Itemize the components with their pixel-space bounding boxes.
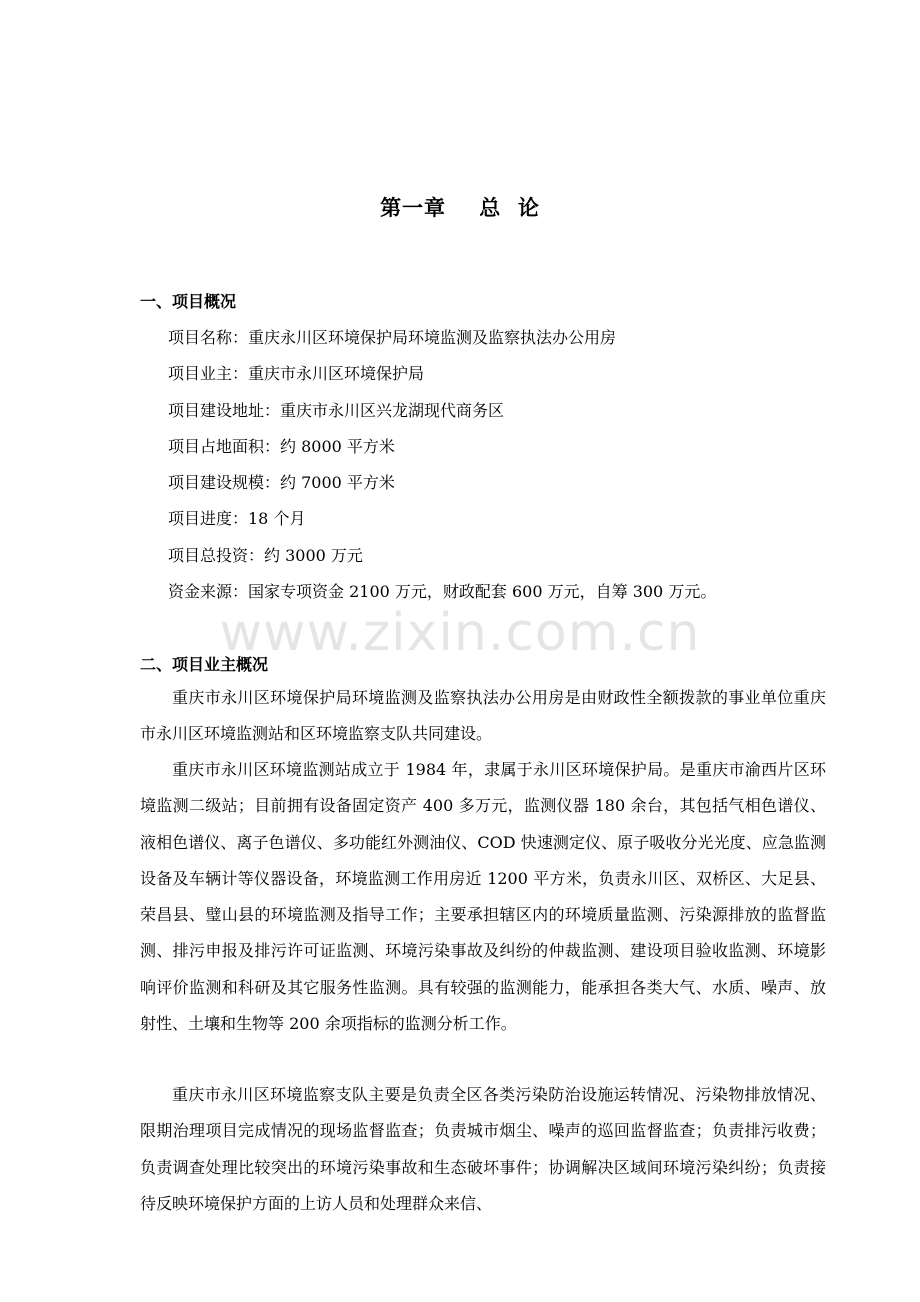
overview-item-owner: 项目业主：重庆市永川区环境保护局 [168, 364, 425, 384]
owner-paragraph-monitoring-station: 重庆市永川区环境监测站成立于 1984 年，隶属于永川区环境保护局。是重庆市渝西片区环境监测二级站；目前拥有设备固定资产 400 多万元，监测仪器 180 余台，其包括气相色谱仪、液相色谱仪、离子色谱仪、多功能红外测油仪、COD 快速测定仪、原子吸收分光光度、应急监测设备及车辆计等仪器设备，环境监测工作用房近 1200 平方米，负责永川区、双桥区、大足县、荣昌县、璧山县的环境监测及指导工作；主要承担辖区内的环境质量监测、污染源排放的监督监测、排污申报及排污许可证监测、环境污染事故及纠纷的仲裁监测、建设项目验收监测、环境影响评价监测和科研及其它服务性监测。具有较强的监测能力，能承担各类大气、水质、噪声、放射性、土壤和生物等 200 余项指标的监测分析工作。 [140, 760, 826, 1034]
overview-item-funding: 资金来源：国家专项资金 2100 万元，财政配套 600 万元，自筹 300 万元。 [168, 582, 717, 602]
chapter-title: 第一章 总 论 [380, 196, 540, 220]
overview-item-address: 项目建设地址：重庆市永川区兴龙湖现代商务区 [168, 400, 505, 420]
section-heading-overview: 一、项目概况 [140, 292, 237, 311]
overview-item-investment: 项目总投资：约 3000 万元 [168, 545, 363, 565]
project-overview-list [168, 320, 828, 610]
overview-item-scale: 项目建设规模：约 7000 平方米 [168, 473, 395, 493]
owner-paragraph-intro: 重庆市永川区环境保护局环境监测及监察执法办公用房是由财政性全额拨款的事业单位重庆市永川区环境监测站和区环境监察支队共同建设。 [140, 688, 826, 744]
watermark: www.zixin.com.cn [219, 603, 701, 663]
section-heading-owner: 二、项目业主概况 [140, 655, 269, 674]
overview-item-land-area: 项目占地面积：约 8000 平方米 [168, 436, 395, 456]
owner-paragraph-supervision-team: 重庆市永川区环境监察支队主要是负责全区各类污染防治设施运转情况、污染物排放情况、限期治理项目完成情况的现场监督监查；负责城市烟尘、噪声的巡回监督监查；负责排污收费；负责调查处理比较突出的环境污染事故和生态破坏事件；协调解决区域间环境污染纠纷；负责接待反映环境保护方面的上访人员和处理群众来信、 [140, 1085, 826, 1213]
overview-item-name: 项目名称：重庆永川区环境保护局环境监测及监察执法办公用房 [168, 328, 617, 347]
overview-item-schedule: 项目进度：18 个月 [168, 509, 306, 529]
